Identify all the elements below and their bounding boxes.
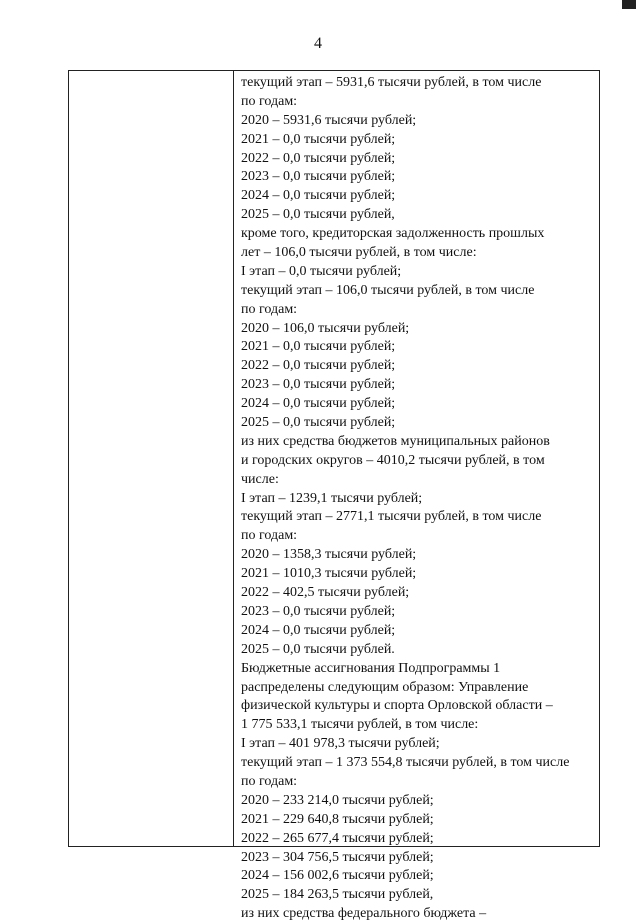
text-line: по годам: <box>241 93 298 109</box>
text-line: 2020 – 5931,6 тысячи рублей; <box>241 112 417 128</box>
text-line: распределены следующим образом: Управление <box>241 679 529 695</box>
text-line: лет – 106,0 тысячи рублей, в том числе: <box>241 245 477 261</box>
text-line: по годам: <box>241 528 298 544</box>
text-line: 2025 – 0,0 тысячи рублей, <box>241 207 395 223</box>
scan-corner-mark <box>622 0 636 9</box>
text-line: 2024 – 156 002,6 тысячи рублей; <box>241 868 434 884</box>
text-line: I этап – 401 978,3 тысячи рублей; <box>241 736 440 752</box>
text-line: кроме того, кредиторская задолженность прошлых <box>241 226 545 242</box>
text-line: из них средства бюджетов муниципальных районов <box>241 433 550 449</box>
text-line: 2020 – 233 214,0 тысячи рублей; <box>241 792 434 808</box>
text-line: текущий этап – 1 373 554,8 тысячи рублей, в том числе <box>241 755 570 771</box>
text-line: 2023 – 304 756,5 тысячи рублей; <box>241 849 434 865</box>
page-number: 4 <box>314 35 322 52</box>
text-line: числе: <box>241 471 279 487</box>
text-line: и городских округов – 4010,2 тысячи рублей, в том <box>241 452 545 468</box>
text-line: по годам: <box>241 773 298 789</box>
text-line: I этап – 0,0 тысячи рублей; <box>241 263 402 279</box>
text-line: 2021 – 0,0 тысячи рублей; <box>241 339 396 355</box>
text-line: 2022 – 265 677,4 тысячи рублей; <box>241 830 434 846</box>
text-line: 2025 – 184 263,5 тысячи рублей, <box>241 887 434 903</box>
text-line: I этап – 1239,1 тысячи рублей; <box>241 490 423 506</box>
text-line: 2022 – 0,0 тысячи рублей; <box>241 358 396 374</box>
text-line: текущий этап – 5931,6 тысячи рублей, в том числе <box>241 75 542 90</box>
text-line: 2020 – 1358,3 тысячи рублей; <box>241 547 417 563</box>
text-line: 2022 – 0,0 тысячи рублей; <box>241 150 396 166</box>
text-line: физической культуры и спорта Орловской области – <box>241 698 553 714</box>
text-line: 2020 – 106,0 тысячи рублей; <box>241 320 410 336</box>
text-line: 1 775 533,1 тысячи рублей, в том числе: <box>241 717 479 733</box>
text-line: 2022 – 402,5 тысячи рублей; <box>241 585 410 601</box>
text-line: текущий этап – 106,0 тысячи рублей, в том числе <box>241 282 535 298</box>
text-line: из них средства федерального бюджета – <box>241 906 487 922</box>
text-line: 2024 – 0,0 тысячи рублей; <box>241 188 396 204</box>
text-line: 2023 – 0,0 тысячи рублей; <box>241 603 396 619</box>
text-line: 2021 – 229 640,8 тысячи рублей; <box>241 811 434 827</box>
table-column-divider <box>233 71 234 846</box>
text-line: текущий этап – 2771,1 тысячи рублей, в том числе <box>241 509 542 525</box>
text-line: 2023 – 0,0 тысячи рублей; <box>241 169 396 185</box>
text-line: 2025 – 0,0 тысячи рублей. <box>241 641 395 657</box>
text-line: 2021 – 0,0 тысячи рублей; <box>241 131 396 147</box>
text-line: по годам: <box>241 301 298 317</box>
text-line: 2024 – 0,0 тысячи рублей; <box>241 622 396 638</box>
text-line: 2021 – 1010,3 тысячи рублей; <box>241 566 417 582</box>
text-line: 2024 – 0,0 тысячи рублей; <box>241 396 396 412</box>
text-line: Бюджетные ассигнования Подпрограммы 1 <box>241 660 501 676</box>
text-line: 2025 – 0,0 тысячи рублей; <box>241 415 396 431</box>
funding-table <box>68 70 600 922</box>
text-line: 2023 – 0,0 тысячи рублей; <box>241 377 396 393</box>
table-right-cell <box>241 74 596 924</box>
